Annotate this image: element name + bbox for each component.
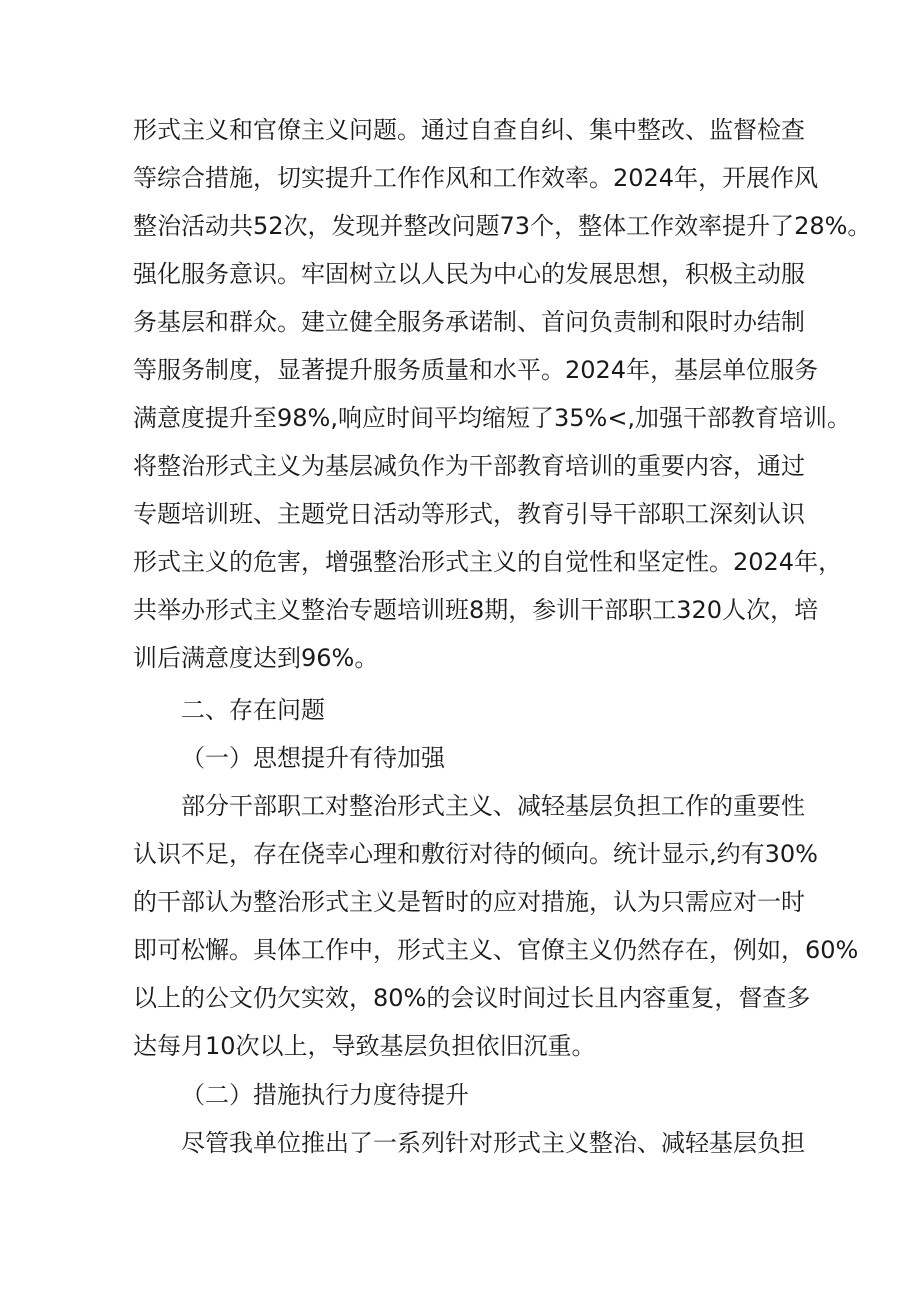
text-line: 尽管我单位推出了一系列针对形式主义整治、减轻基层负担 [181,1129,805,1157]
paragraph-2 [133,782,859,1070]
paragraph-3 [133,1119,805,1167]
text-line: 的干部认为整治形式主义是暂时的应对措施，认为只需应对一时 [133,888,805,916]
subsection-heading: （二）措施执行力度待提升 [181,1081,469,1109]
text-line: 训后满意度达到96%。 [133,644,379,672]
text-line: 达每月10次以上，导致基层负担依旧沉重。 [133,1032,596,1060]
text-line: 即可松懈。具体工作中，形式主义、官僚主义仍然存在，例如，60% [133,936,859,964]
text-line: 以上的公文仍欠实效，80%的会议时间过长且内容重复，督查多 [133,984,811,1012]
text-line: 务基层和群众。建立健全服务承诺制、首问负责制和限时办结制 [133,308,805,336]
text-line: 满意度提升至98%,响应时间平均缩短了35%<,加强干部教育培训。 [133,404,852,432]
text-line: 整治活动共52次，发现并整改问题73个，整体工作效率提升了28%。 [133,212,872,240]
text-line: 将整治形式主义为基层减负作为干部教育培训的重要内容，通过 [133,452,805,480]
subsection-heading: （一）思想提升有待加强 [181,744,445,772]
paragraph-1 [133,106,872,682]
text-line: 形式主义的危害，增强整治形式主义的自觉性和坚定性。2024年， [133,548,843,576]
section-heading: 二、存在问题 [181,696,325,724]
text-line: 等服务制度，显著提升服务质量和水平。2024年，基层单位服务 [133,356,819,384]
text-line: 认识不足，存在侥幸心理和敷衍对待的倾向。统计显示,约有30% [133,840,818,868]
text-line: 形式主义和官僚主义问题。通过自查自纠、集中整改、监督检查 [133,116,805,144]
text-line: 等综合措施，切实提升工作作风和工作效率。2024年，开展作风 [133,164,819,192]
text-line: 强化服务意识。牢固树立以人民为中心的发展思想，积极主动服 [133,260,805,288]
text-line: 专题培训班、主题党日活动等形式，教育引导干部职工深刻认识 [133,500,805,528]
text-line: 共举办形式主义整治专题培训班8期，参训干部职工320人次，培 [133,596,819,624]
text-line: 部分干部职工对整治形式主义、减轻基层负担工作的重要性 [181,792,805,820]
